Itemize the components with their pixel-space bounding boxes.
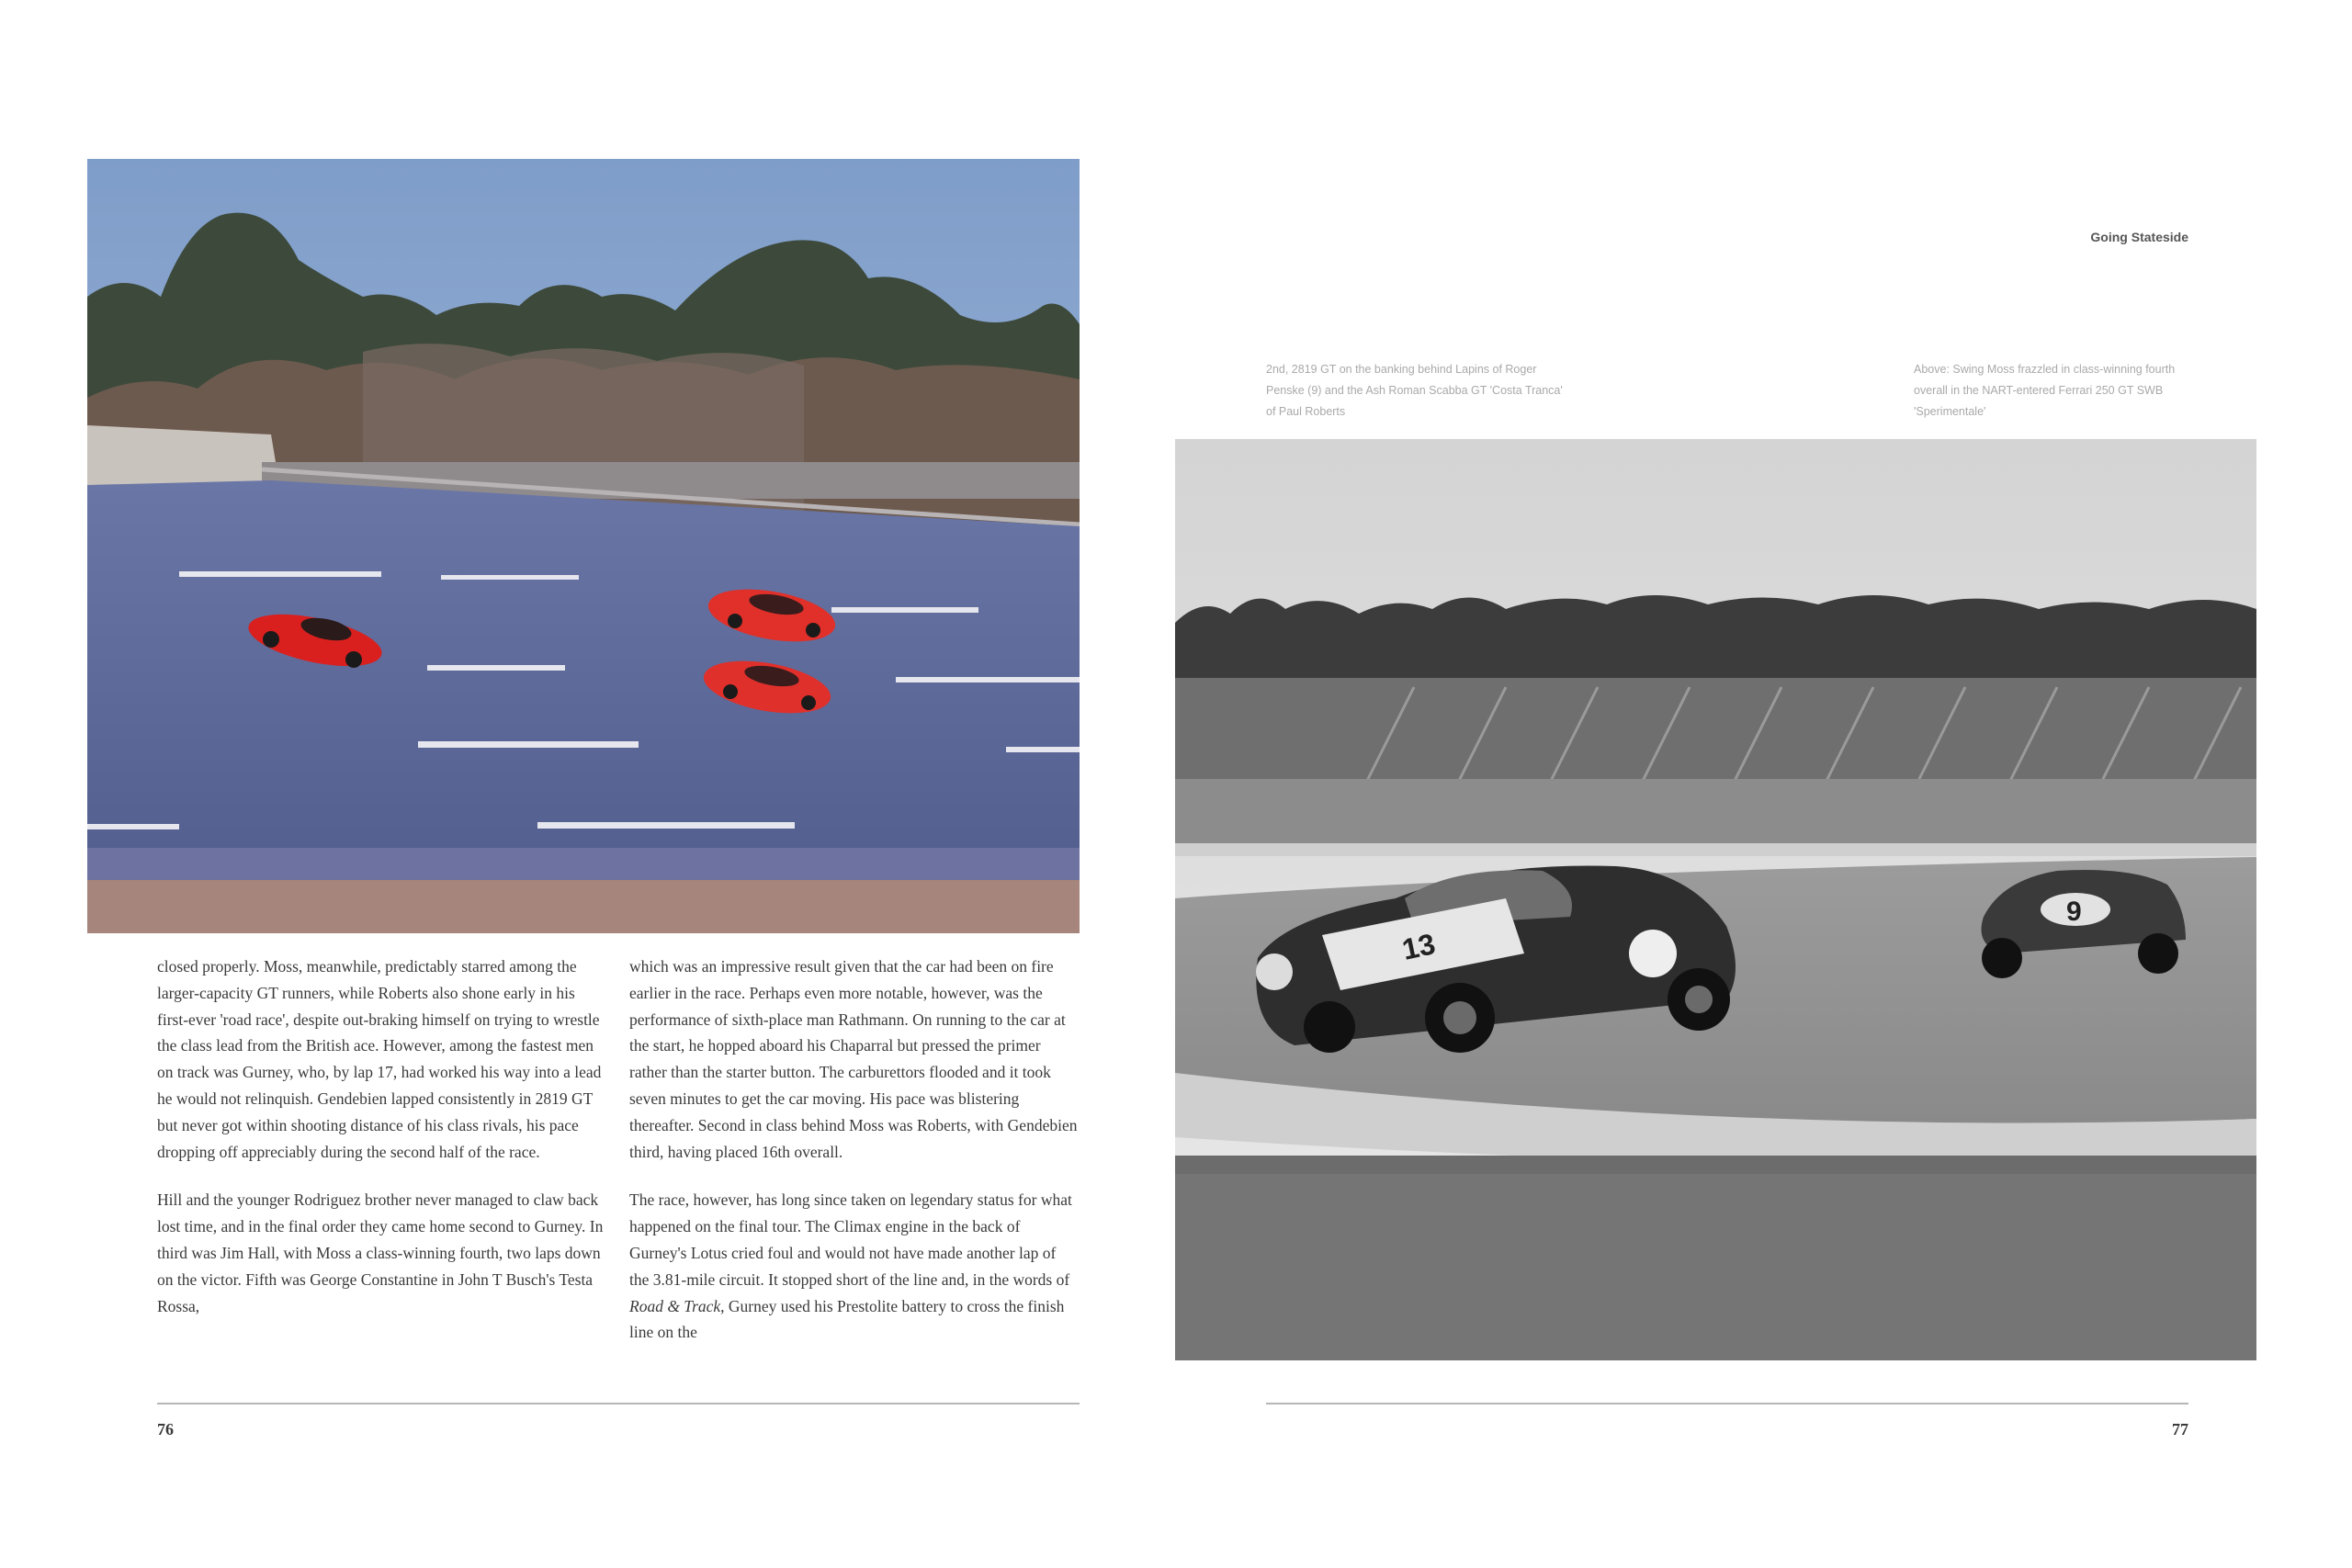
paragraph: which was an impressive result given that the car had been on fire earlier in the race. Perhaps even more notable, however, was the performance of sixth-place man Rathmann. On running to the car at the start, he hopped aboard his Chaparral but pressed the primer rather than the starter button. The carburettors flooded and it took seven minutes to get the car moving. His pace was blistering thereafter. Second in class behind Moss was Roberts, with Gendebien third, having placed 16th overall.	[629, 957, 1078, 1161]
paragraph	[629, 1187, 1080, 1346]
photo-caption: 2nd, 2819 GT on the banking behind Lapins of Roger Penske (9) and the Ash Roman Scabba GT 'Costa Tranca' of Paul Roberts	[1266, 363, 1563, 418]
car-number-13: 13	[1398, 927, 1439, 966]
running-head: Going Stateside	[2090, 230, 2188, 244]
paragraph-text: , Gurney used his Prestolite battery to cross the finish line on the	[629, 1296, 1065, 1342]
text-column-1	[157, 953, 607, 1341]
publication-title: Road & Track	[629, 1296, 721, 1315]
race-photo-color	[87, 159, 1080, 933]
page-number-right: 77	[2172, 1420, 2188, 1438]
footer-rule	[157, 1403, 1080, 1404]
paragraph: closed properly. Moss, meanwhile, predictably starred among the larger-capacity GT runners, while Roberts also shone early in his first-ever 'road race', despite out-braking himself on trying to wrestle the class lead from the British ace. However, among the fastest men on track was Gurney, who, by lap 17, had worked his way into a lead he would not relinquish. Gendebien lapped consistently in 2819 GT but never got within shooting distance of his class rivals, his pace dropping off appreciably during the second half of the race.	[157, 957, 602, 1161]
race-photo-bw-image	[1175, 439, 2256, 1360]
photo-caption: Above: Swing Moss frazzled in class-winning fourth overall in the NART-entered Ferrari 250 GT SWB 'Sperimentale'	[1914, 363, 2176, 418]
text-column-2	[629, 953, 1080, 1368]
page-number-left: 76	[157, 1420, 174, 1438]
paragraph: Hill and the younger Rodriguez brother never managed to claw back lost time, and in the final order they came home second to Gurney. In third was Jim Hall, with Moss a class-winning fourth, two laps down on the victor. Fifth was George Constantine in John T Busch's Testa Rossa,	[157, 1190, 604, 1315]
paragraph-text: The race, however, has long since taken on legendary status for what happened on the final tour. The Climax engine in the back of Gurney's Lotus cried foul and would not have made another lap of the 3.81-mile circuit. It stopped short of the line and, in the words of	[629, 1190, 1072, 1289]
race-photo-color-image	[87, 159, 1080, 933]
car-number-9: 9	[2066, 897, 2082, 927]
race-photo-bw	[1175, 439, 2256, 1360]
footer-rule	[1266, 1403, 2188, 1404]
